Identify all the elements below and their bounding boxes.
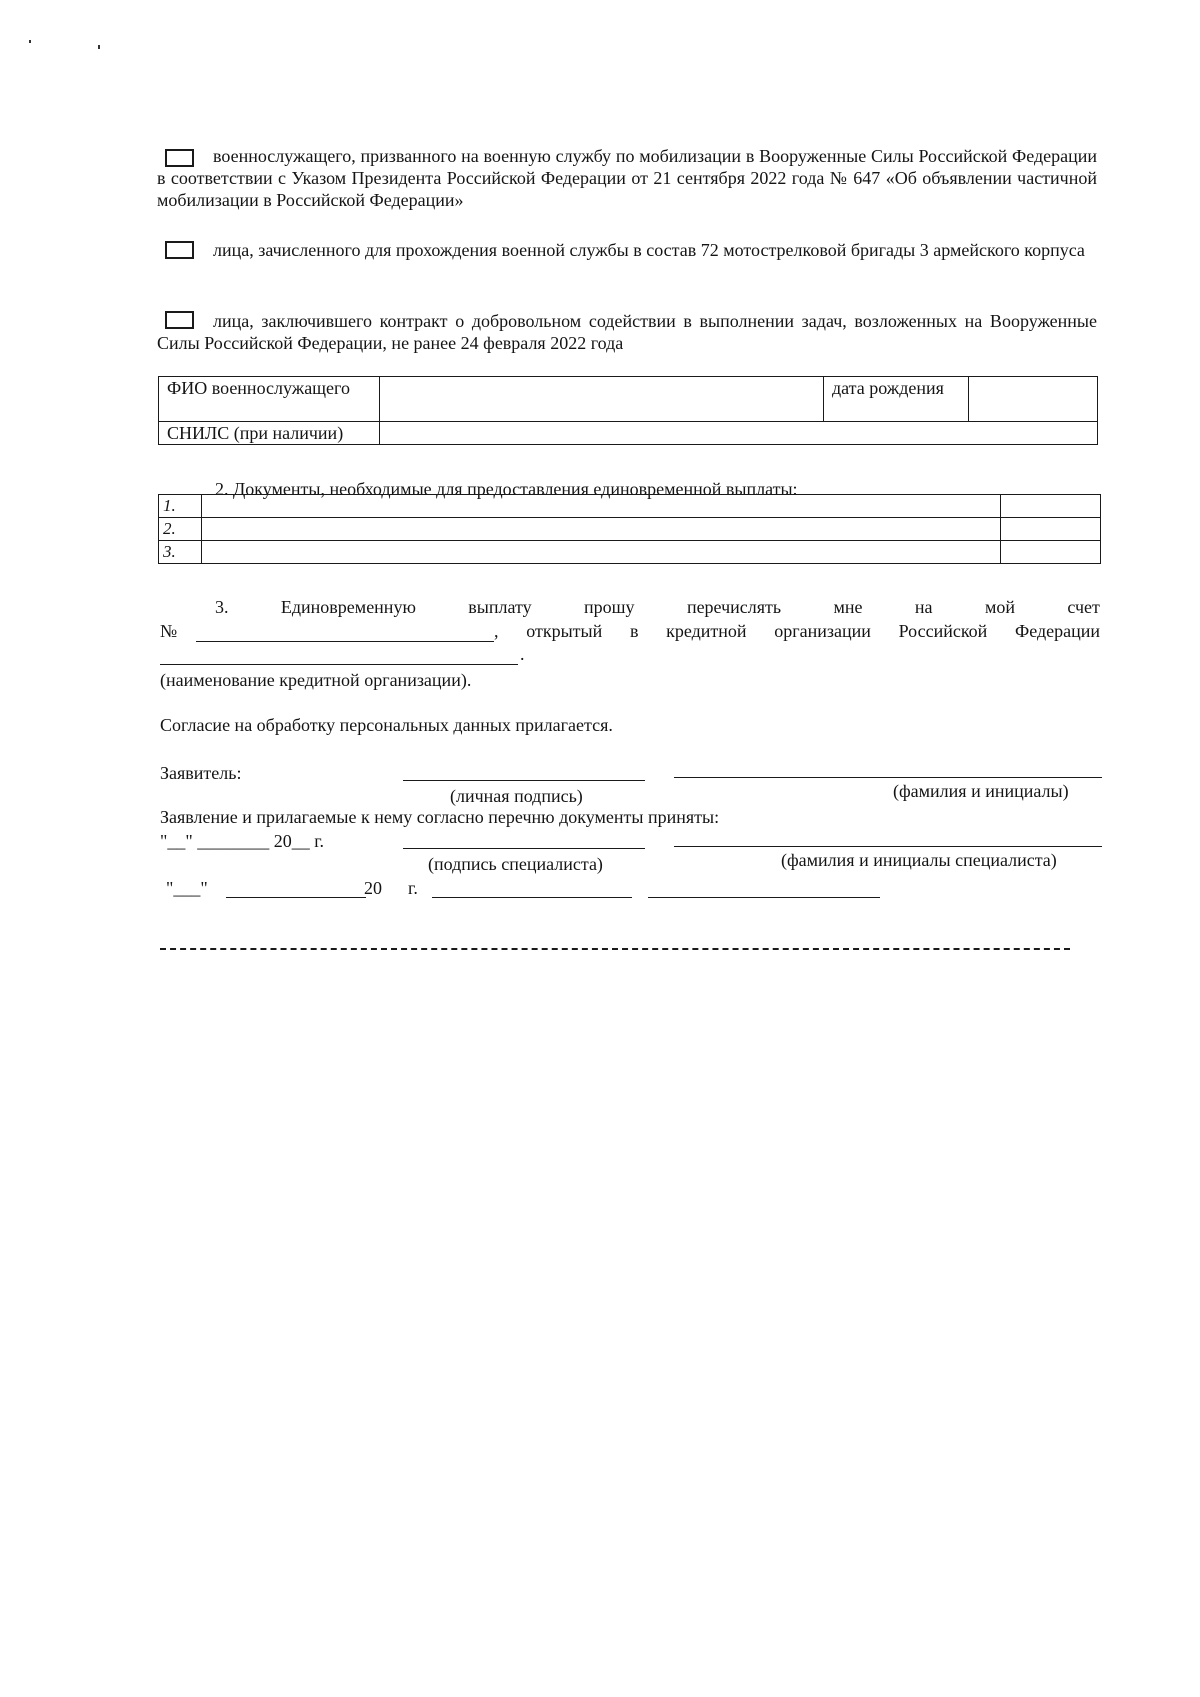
- serviceman-table: [158, 376, 1098, 445]
- specialist-signature-caption: (подпись специалиста): [428, 854, 603, 874]
- applicant-name-field[interactable]: [674, 777, 1102, 778]
- birth-date-field[interactable]: [969, 377, 1098, 422]
- document-extra-field[interactable]: [1001, 541, 1101, 564]
- document-name-field[interactable]: [202, 495, 1001, 518]
- specialist-name-field[interactable]: [674, 846, 1102, 847]
- date-extra-field-2[interactable]: [648, 897, 880, 898]
- specialist-signature-field[interactable]: [403, 848, 645, 849]
- bank-line-period: .: [520, 644, 525, 664]
- payment-word: счет: [1067, 597, 1100, 617]
- document-extra-field[interactable]: [1001, 518, 1101, 541]
- option-contract-label: лица, заключившего контракт о добровольном содействии в выполнении задач, возложенных на Вооруженные Силы Российской Федерации, не ранее 24 февраля 2022 года: [157, 311, 1097, 353]
- payment-word: Единовременную: [280, 597, 416, 617]
- name-initials-caption: (фамилия и инициалы): [893, 781, 1069, 801]
- payment-word: 3.: [215, 597, 229, 617]
- row-number: 3.: [159, 541, 202, 564]
- applicant-label: Заявитель:: [160, 763, 242, 783]
- payment-word: на: [914, 597, 933, 617]
- table-row: [159, 518, 1101, 541]
- documents-table: [158, 494, 1101, 564]
- fio-field[interactable]: [380, 377, 824, 422]
- document-name-field[interactable]: [202, 541, 1001, 564]
- document-extra-field[interactable]: [1001, 495, 1101, 518]
- snils-field[interactable]: [380, 422, 1098, 445]
- table-row: [159, 541, 1101, 564]
- payment-line-2-tail: , открытый в кредитной организации Российской Федерации: [494, 621, 1100, 641]
- payment-word: перечислять: [686, 597, 782, 617]
- date-month-field[interactable]: [226, 897, 366, 898]
- date-extra-field-1[interactable]: [432, 897, 632, 898]
- document-name-field[interactable]: [202, 518, 1001, 541]
- option-mobilized-label: военнослужащего, призванного на военную службу по мобилизации в Вооруженные Силы Российской Федерации в соответствии с Указом Президента Российской Федерации от 21 сентября 2022 года № 647 «Об объявлении частичной мобилизации в Российской Федерации»: [157, 146, 1097, 210]
- bank-caption: (наименование кредитной организации).: [160, 670, 472, 690]
- payment-word: выплату: [468, 597, 532, 617]
- scan-speck: [29, 40, 31, 43]
- specialist-name-caption: (фамилия и инициалы специалиста): [781, 850, 1057, 870]
- fio-label: ФИО военнослужащего: [159, 377, 380, 422]
- option-contract: [157, 310, 1097, 354]
- option-mobilized: [157, 145, 1097, 211]
- date-line-1[interactable]: "__" ________ 20__ г.: [160, 831, 325, 851]
- option-brigade-label: лица, зачисленного для прохождения военной службы в состав 72 мотострелковой бригады 3 армейского корпуса: [213, 240, 1085, 260]
- birth-date-label: дата рождения: [824, 377, 969, 422]
- option-contract-checkbox[interactable]: [165, 311, 194, 329]
- number-sign: №: [160, 621, 178, 641]
- payment-word: прошу: [584, 597, 635, 617]
- date-year: 20: [364, 878, 382, 898]
- documents-heading: 2. Документы, необходимые для предоставления единовременной выплаты:: [215, 479, 798, 499]
- personal-signature-caption: (личная подпись): [450, 786, 583, 806]
- accepted-text: Заявление и прилагаемые к нему согласно перечню документы приняты:: [160, 807, 720, 827]
- payment-word: мне: [833, 597, 863, 617]
- account-number-field[interactable]: [196, 641, 494, 642]
- payment-line-1: [215, 596, 1100, 618]
- date-day: "___": [166, 878, 208, 898]
- cut-line: [160, 948, 1070, 950]
- date-line-2: [166, 877, 886, 903]
- row-number: 1.: [159, 495, 202, 518]
- personal-signature-field[interactable]: [403, 780, 645, 781]
- row-number: 2.: [159, 518, 202, 541]
- option-brigade: [157, 239, 1097, 261]
- table-row: [159, 495, 1101, 518]
- date-suffix: г.: [408, 878, 418, 898]
- option-mobilized-checkbox[interactable]: [165, 149, 194, 167]
- payment-word: мой: [984, 597, 1015, 617]
- option-brigade-checkbox[interactable]: [165, 241, 194, 259]
- snils-label: СНИЛС (при наличии): [159, 422, 380, 445]
- consent-text: Согласие на обработку персональных данных прилагается.: [160, 715, 613, 735]
- bank-name-field[interactable]: [160, 664, 518, 665]
- scan-speck: [98, 45, 100, 49]
